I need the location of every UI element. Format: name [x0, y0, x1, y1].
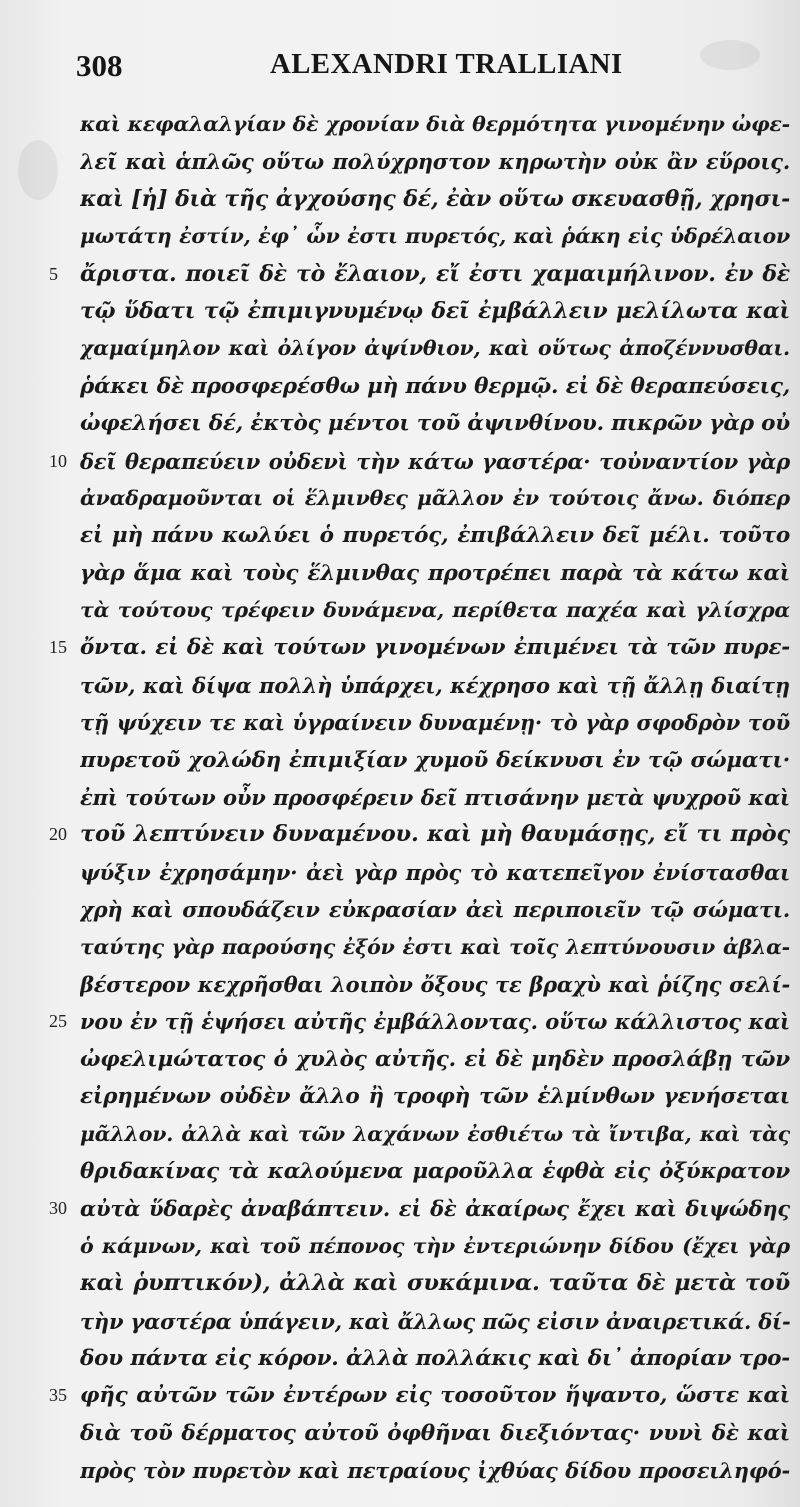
line-text: ταύτης γὰρ παρούσης ἐξόν ἐστι καὶ τοῖς λεπτύνουσιν ἀβλα- [80, 934, 790, 959]
text-line [0, 1228, 800, 1265]
line-text: τὰ τούτους τρέφειν δυνάμενα, περίθετα παχέα καὶ γλίσχρα [80, 598, 790, 623]
text-line [0, 405, 800, 442]
text-line [0, 891, 800, 928]
line-text: ὠφελήσει δέ, ἐκτὸς μέντοι τοῦ ἀψινθίνου. πικρῶν γὰρ οὐ [80, 411, 790, 437]
line-text: ῥάκει δὲ προσφερέσθω μὴ πάνυ θερμῷ. εἰ δὲ θεραπεύσεις, [80, 373, 790, 399]
line-text: τῷ ὕδατι τῷ ἐπιμιγνυμένῳ δεῖ ἐμβάλλειν μελίλωτα καὶ [80, 297, 790, 324]
line-text: μᾶλλον. ἀλλὰ καὶ τῶν λαχάνων ἐσθιέτω τὰ ἴντιβα, καὶ τὰς [80, 1121, 790, 1146]
text-line [0, 667, 800, 704]
line-number: 25 [49, 1011, 67, 1032]
text-line [0, 368, 800, 405]
text-line [0, 704, 800, 741]
line-text: διὰ τοῦ δέρματος αὐτοῦ ὀφθῆναι διεξιόντας· νυνὶ δὲ καὶ [80, 1420, 790, 1446]
text-line [0, 629, 800, 666]
text-line [0, 480, 800, 517]
line-text: χαμαίμηλον καὶ ὀλίγον ἀψίνθιον, καὶ οὕτως ἀποζέννυσθαι. [80, 336, 790, 361]
text-line [0, 966, 800, 1003]
line-text: καὶ κεφαλαλγίαν δὲ χρονίαν διὰ θερμότητα γινομένην ὠφε- [80, 112, 790, 136]
line-text: θριδακίνας τὰ καλούμενα μαροῦλλα ἑφθὰ εἰς ὀξύκρατον [80, 1158, 790, 1184]
line-text: γὰρ ἅμα καὶ τοὺς ἕλμινθας προτρέπει παρὰ τὰ κάτω καὶ [80, 560, 790, 586]
line-text: βέστερον κεχρῆσθαι λοιπὸν ὄξους τε βραχὺ καὶ ῥίζης σελί- [80, 971, 790, 997]
text-line [0, 1041, 800, 1078]
line-text: εἰ μὴ πάνυ κωλύει ὁ πυρετός, ἐπιβάλλειν δεῖ μέλι. τοῦτο [80, 523, 790, 549]
line-text: ἐπὶ τούτων οὖν προσφέρειν δεῖ πτισάνην μετὰ ψυχροῦ καὶ [80, 785, 790, 811]
text-line [0, 1303, 800, 1340]
line-number: 10 [49, 450, 67, 471]
line-text: ὁ κάμνων, καὶ τοῦ πέπονος τὴν ἐντεριώνην δίδου (ἔχει γὰρ [80, 1233, 790, 1258]
page-header [0, 48, 800, 92]
text-line [0, 218, 800, 255]
line-text: πρὸς τὸν πυρετὸν καὶ πετραίους ἰχθύας δίδου προσειληφό- [80, 1458, 790, 1484]
line-text: λεῖ καὶ ἁπλῶς οὕτω πολύχρηστον κηρωτὴν οὐκ ἂν εὕροις. [80, 149, 790, 175]
text-line [0, 1415, 800, 1452]
text-line [0, 742, 800, 779]
line-text: καὶ ῥυπτικόν), ἀλλὰ καὶ συκάμινα. ταῦτα δὲ μετὰ τοῦ [80, 1270, 790, 1297]
line-number: 5 [49, 263, 58, 284]
line-text: τὴν γαστέρα ὑπάγειν, καὶ ἄλλως πῶς εἰσιν ἀναιρετικά. δί- [80, 1308, 790, 1334]
line-text: νου ἐν τῇ ἑψήσει αὐτῆς ἐμβάλλοντας. οὕτω κάλλιστος καὶ [80, 1009, 790, 1035]
line-number: 30 [49, 1198, 67, 1219]
text-line [0, 293, 800, 330]
text-line [0, 555, 800, 592]
line-text: χρὴ καὶ σπουδάζειν εὐκρασίαν ἀεὶ περιποιεῖν τῷ σώματι. [80, 897, 790, 923]
text-line [0, 854, 800, 891]
text-line [0, 106, 800, 143]
line-text: ὄντα. εἰ δὲ καὶ τούτων γινομένων ἐπιμένει τὰ τῶν πυρε- [80, 635, 790, 661]
page-number: 308 [76, 48, 123, 83]
text-line [0, 517, 800, 554]
text-line [0, 1377, 800, 1414]
text-line [0, 816, 800, 853]
text-line [0, 779, 800, 816]
greek-text-body [0, 106, 800, 1489]
text-line [0, 1265, 800, 1302]
line-text: δεῖ θεραπεύειν οὐδενὶ τὴν κάτω γαστέρα· τοὐναντίον γὰρ [80, 448, 790, 474]
line-number: 15 [49, 637, 67, 658]
line-text: ἄριστα. ποιεῖ δὲ τὸ ἔλαιον, εἴ ἐστι χαμαιμήλινον. ἐν δὲ [80, 260, 790, 287]
line-text: δου πάντα εἰς κόρον. ἀλλὰ πολλάκις καὶ δι᾽ ἀπορίαν τρο- [80, 1345, 790, 1371]
text-line [0, 1340, 800, 1377]
text-line [0, 1003, 800, 1040]
text-line [0, 1116, 800, 1153]
text-line [0, 256, 800, 293]
line-text: τοῦ λεπτύνειν δυναμένου. καὶ μὴ θαυμάσῃς, εἴ τι πρὸς [80, 821, 790, 848]
text-line [0, 1190, 800, 1227]
line-text: φῆς αὐτῶν τῶν ἐντέρων εἰς τοσοῦτον ἥψαντο, ὥστε καὶ [80, 1383, 790, 1409]
line-text: εἰρημένων οὐδὲν ἄλλο ἢ τροφὴ τῶν ἑλμίνθων γενήσεται [80, 1084, 790, 1110]
line-text: μωτάτη ἐστίν, ἐφ᾽ ὧν ἐστι πυρετός, καὶ ῥάκη εἰς ὑδρέλαιον [80, 224, 790, 249]
line-text: ψύξιν ἐχρησάμην· ἀεὶ γὰρ πρὸς τὸ κατεπεῖγον ἐνίστασθαι [80, 859, 790, 885]
line-text: καὶ [ἡ] διὰ τῆς ἀγχούσης δέ, ἐὰν οὕτω σκευασθῇ, χρησι- [80, 185, 790, 212]
line-text: αὐτὰ ὕδαρὲς ἀναβάπτειν. εἰ δὲ ἀκαίρως ἔχει καὶ διψώδης [80, 1196, 790, 1222]
text-line [0, 181, 800, 218]
line-text: πυρετοῦ χολώδη ἐπιμιξίαν χυμοῦ δείκνυσι ἐν τῷ σώματι· [80, 747, 790, 773]
line-number: 35 [49, 1385, 67, 1406]
text-line [0, 330, 800, 367]
running-head: ALEXANDRI TRALLIANI [270, 48, 623, 80]
text-line [0, 143, 800, 180]
text-line [0, 443, 800, 480]
text-line [0, 929, 800, 966]
line-text: ὠφελιμώτατος ὁ χυλὸς αὐτῆς. εἰ δὲ μηδὲν προσλάβῃ τῶν [80, 1046, 790, 1072]
line-text: τῶν, καὶ δίψα πολλὴ ὑπάρχει, κέχρησο καὶ τῇ ἄλλῃ διαίτῃ [80, 672, 790, 698]
text-line [0, 1153, 800, 1190]
text-line [0, 1078, 800, 1115]
text-line [0, 592, 800, 629]
line-text: ἀναδραμοῦνται οἱ ἕλμινθες μᾶλλον ἐν τούτοις ἄνω. διόπερ [80, 485, 790, 510]
line-text: τῇ ψύχειν τε καὶ ὑγραίνειν δυναμένῃ· τὸ γὰρ σφοδρὸν τοῦ [80, 710, 790, 736]
text-line [0, 1452, 800, 1489]
line-number: 20 [49, 824, 67, 845]
